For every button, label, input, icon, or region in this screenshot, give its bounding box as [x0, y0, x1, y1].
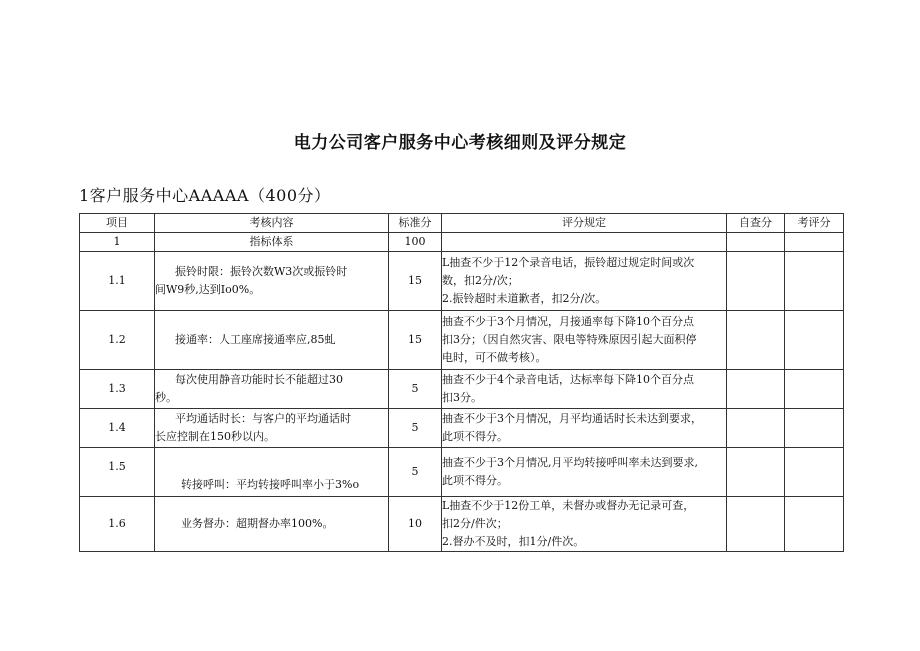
- header-content: 考核内容: [155, 214, 389, 233]
- self-score-cell[interactable]: [727, 252, 785, 311]
- header-standard-score: 标准分: [389, 214, 442, 233]
- rule-line: 扣2分/件次；: [442, 517, 508, 530]
- summary-content: 指标体系: [155, 233, 389, 252]
- header-eval-score: 考评分: [785, 214, 844, 233]
- item-rule: [442, 252, 727, 311]
- table-row: [80, 409, 844, 448]
- rule-line: 扣3分；（因自然灾害、限电等特殊原因引起大面积停: [442, 333, 697, 346]
- self-score-cell[interactable]: [727, 370, 785, 409]
- rule-line: 抽查不少于3个月情况，月平均通话时长未达到要求，: [442, 412, 702, 425]
- content-line: 长应控制在150秒以内。: [155, 430, 275, 443]
- item-no: 1.6: [80, 497, 155, 552]
- rule-line: 抽查不少于3个月情况，月接通率每下降10个百分点: [442, 315, 694, 328]
- eval-score-cell[interactable]: [785, 370, 844, 409]
- item-no: 1.1: [80, 252, 155, 311]
- rule-line: L抽查不少于12份工单，未督办或督办无记录可查，: [442, 499, 695, 512]
- item-score: 5: [389, 370, 442, 409]
- assessment-table: [79, 213, 844, 552]
- item-no: 1.5: [80, 448, 155, 497]
- self-score-cell[interactable]: [727, 497, 785, 552]
- eval-score-cell[interactable]: [785, 311, 844, 370]
- header-self-score: 自查分: [727, 214, 785, 233]
- item-content: [155, 370, 389, 409]
- item-score: 5: [389, 448, 442, 497]
- item-content: [155, 252, 389, 311]
- content-line: 每次使用静音功能时长不能超过30: [175, 373, 343, 386]
- item-rule: [442, 409, 727, 448]
- table-row: [80, 448, 844, 497]
- header-rule: 评分规定: [442, 214, 727, 233]
- item-rule: [442, 370, 727, 409]
- document-title: 电力公司客户服务中心考核细则及评分规定: [293, 133, 627, 153]
- item-rule: [442, 311, 727, 370]
- rule-line: 扣3分。: [442, 391, 482, 404]
- rule-line: 此项不得分。: [442, 430, 508, 443]
- table-row: [80, 311, 844, 370]
- item-content: [155, 409, 389, 448]
- summary-rule: [442, 233, 727, 252]
- section-heading: 1客户服务中心AAAAA（400分）: [79, 186, 331, 205]
- summary-score: 100: [389, 233, 442, 252]
- rule-line: L抽查不少于12个录音电话，振铃超过规定时间或次: [442, 256, 695, 269]
- item-content: [155, 448, 389, 497]
- content-line: 转接呼叫：平均转接呼叫率小于3%o: [181, 478, 360, 491]
- table-row: [80, 252, 844, 311]
- header-item: 项目: [80, 214, 155, 233]
- table-row: [80, 370, 844, 409]
- content-line: 接通率：人工座席接通率应,85虬: [175, 333, 336, 346]
- self-score-cell[interactable]: [727, 311, 785, 370]
- item-rule: [442, 448, 727, 497]
- content-line: 秒。: [155, 391, 177, 404]
- item-no: 1.4: [80, 409, 155, 448]
- table-header-row: [80, 214, 844, 233]
- content-line: 平均通话时长：与客户的平均通话时: [175, 412, 351, 425]
- item-content: [155, 497, 389, 552]
- summary-self-score: [727, 233, 785, 252]
- rule-line: 2.督办不及时，扣1分/件次。: [442, 535, 585, 548]
- item-content: [155, 311, 389, 370]
- rule-line: 抽查不少于4个录音电话，达标率每下降10个百分点: [442, 373, 694, 386]
- summary-row: [80, 233, 844, 252]
- self-score-cell[interactable]: [727, 448, 785, 497]
- item-score: 15: [389, 311, 442, 370]
- self-score-cell[interactable]: [727, 409, 785, 448]
- summary-eval-score: [785, 233, 844, 252]
- eval-score-cell[interactable]: [785, 409, 844, 448]
- content-line: 振铃时限：振铃次数W3次或振铃时: [175, 265, 348, 278]
- rule-line: 2.振铃超时未道歉者，扣2分/次。: [442, 292, 607, 305]
- rule-line: 电时，可不做考核）。: [442, 351, 547, 364]
- item-rule: [442, 497, 727, 552]
- item-score: 5: [389, 409, 442, 448]
- rule-line: 此项不得分。: [442, 474, 508, 487]
- item-no: 1.2: [80, 311, 155, 370]
- content-line: 业务督办：超期督办率100%。: [181, 517, 334, 530]
- item-score: 15: [389, 252, 442, 311]
- table-row: [80, 497, 844, 552]
- eval-score-cell[interactable]: [785, 448, 844, 497]
- content-line: 间W9秒,达到Io0%。: [155, 283, 261, 296]
- eval-score-cell[interactable]: [785, 497, 844, 552]
- rule-line: 数，扣2分/次；: [442, 274, 519, 287]
- item-score: 10: [389, 497, 442, 552]
- item-no: 1.3: [80, 370, 155, 409]
- rule-line: 抽查不少于3个月情况,月平均转接呼叫率未达到要求,: [442, 456, 698, 469]
- eval-score-cell[interactable]: [785, 252, 844, 311]
- summary-no: 1: [80, 233, 155, 252]
